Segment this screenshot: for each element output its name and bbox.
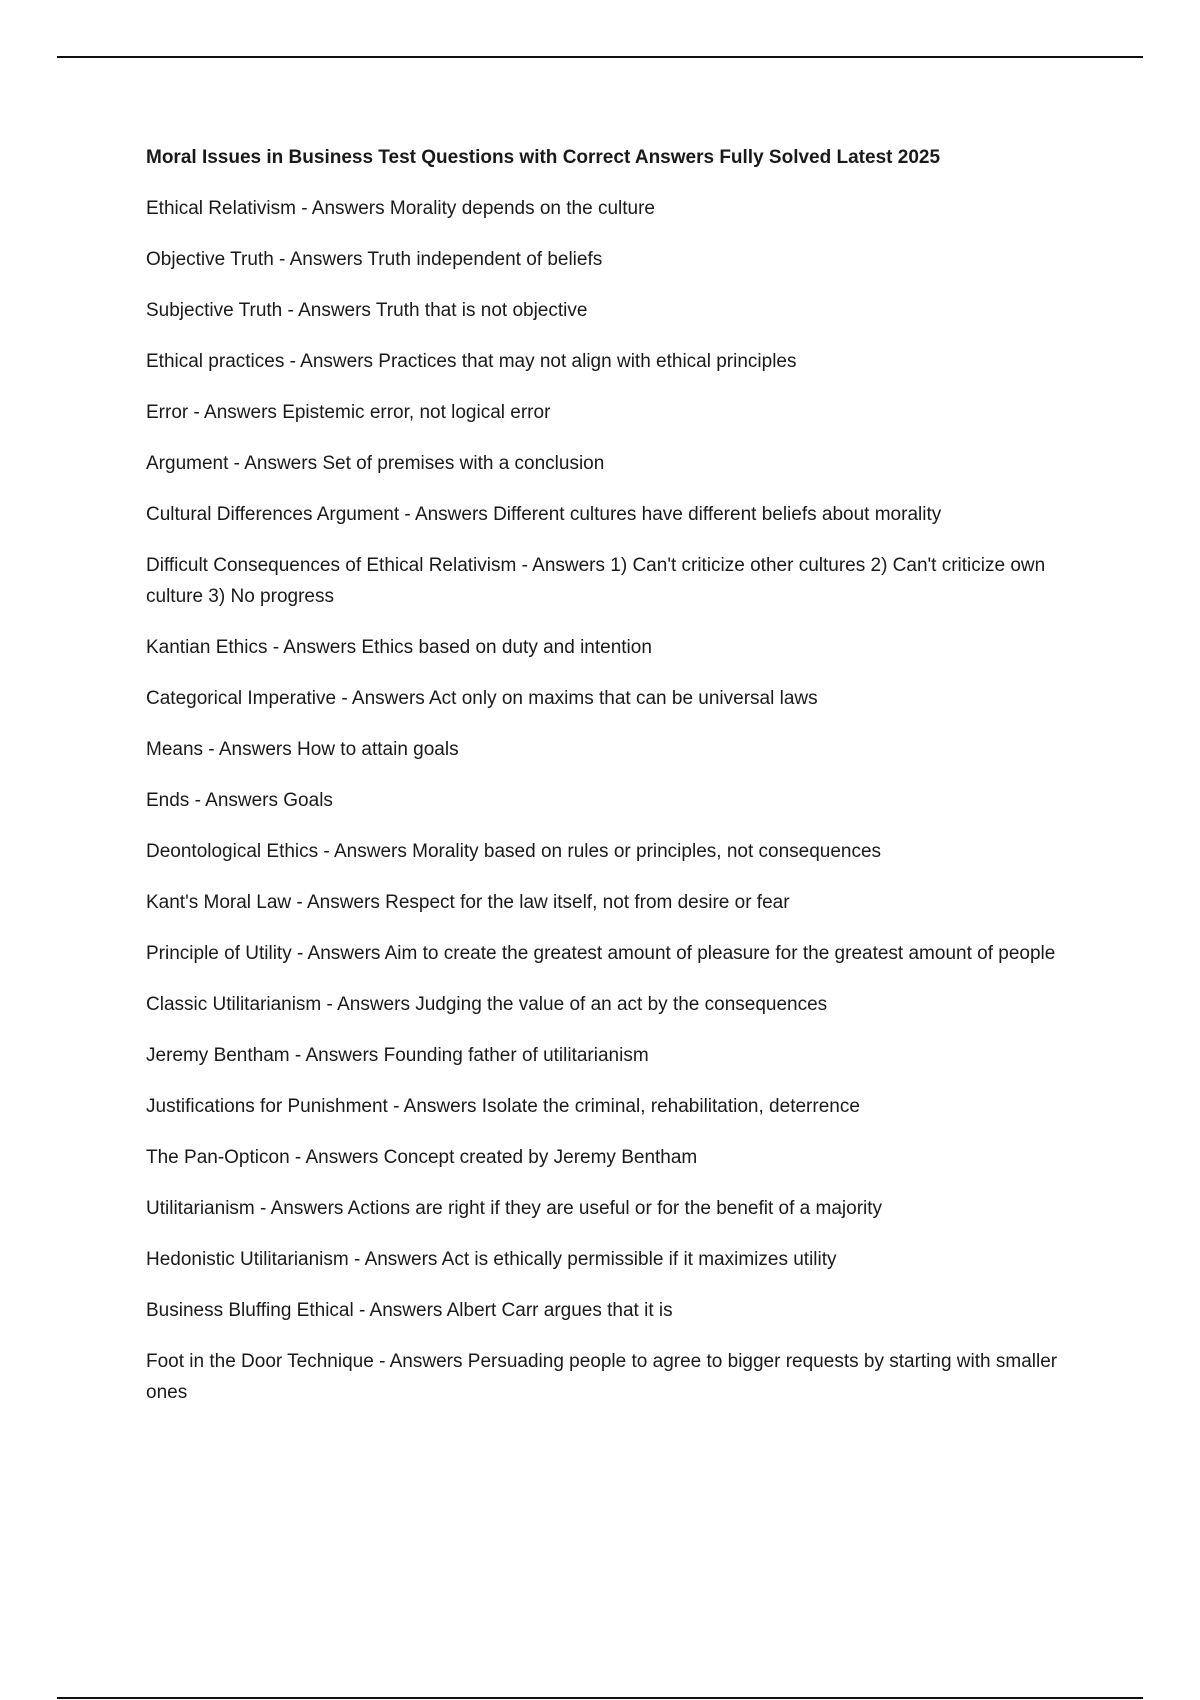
qa-item: Justifications for Punishment - Answers Isolate the criminal, rehabilitation, deterrence: [146, 1096, 860, 1117]
qa-item: Ethical practices - Answers Practices that may not align with ethical principles: [146, 351, 797, 372]
qa-item: Means - Answers How to attain goals: [146, 739, 459, 760]
header-rule: [57, 56, 1143, 58]
qa-item: Cultural Differences Argument - Answers Different cultures have different beliefs about morality: [146, 504, 942, 525]
qa-item: Kantian Ethics - Answers Ethics based on duty and intention: [146, 637, 652, 658]
qa-item: Jeremy Bentham - Answers Founding father of utilitarianism: [146, 1045, 649, 1066]
qa-item: Principle of Utility - Answers Aim to create the greatest amount of pleasure for the greatest amount of people: [146, 943, 1056, 964]
qa-item: Difficult Consequences of Ethical Relativism - Answers 1) Can't criticize other cultures 2) Can't criticize own culture 3) No progress: [146, 555, 1046, 607]
qa-item: Argument - Answers Set of premises with a conclusion: [146, 453, 605, 474]
qa-item: Ends - Answers Goals: [146, 790, 333, 811]
footer-rule: [57, 1697, 1143, 1699]
qa-item: Classic Utilitarianism - Answers Judging the value of an act by the consequences: [146, 994, 828, 1015]
qa-item: The Pan-Opticon - Answers Concept created by Jeremy Bentham: [146, 1147, 698, 1168]
qa-item: Ethical Relativism - Answers Morality depends on the culture: [146, 198, 656, 219]
qa-item: Deontological Ethics - Answers Morality based on rules or principles, not consequences: [146, 841, 882, 862]
document-body: [146, 143, 1076, 1428]
qa-item: Error - Answers Epistemic error, not logical error: [146, 402, 551, 423]
qa-item: Categorical Imperative - Answers Act only on maxims that can be universal laws: [146, 688, 818, 709]
qa-item: Kant's Moral Law - Answers Respect for the law itself, not from desire or fear: [146, 892, 790, 913]
qa-item: Business Bluffing Ethical - Answers Albert Carr argues that it is: [146, 1300, 673, 1321]
qa-item: Hedonistic Utilitarianism - Answers Act is ethically permissible if it maximizes utility: [146, 1249, 837, 1270]
qa-item: Subjective Truth - Answers Truth that is not objective: [146, 300, 588, 321]
qa-list: [146, 193, 1076, 1408]
qa-item: Objective Truth - Answers Truth independent of beliefs: [146, 249, 603, 270]
qa-item: Foot in the Door Technique - Answers Persuading people to agree to bigger requests by starting with smaller ones: [146, 1351, 1058, 1403]
qa-item: Utilitarianism - Answers Actions are right if they are useful or for the benefit of a majority: [146, 1198, 883, 1219]
document-title: Moral Issues in Business Test Questions with Correct Answers Fully Solved Latest 2025: [146, 147, 941, 168]
